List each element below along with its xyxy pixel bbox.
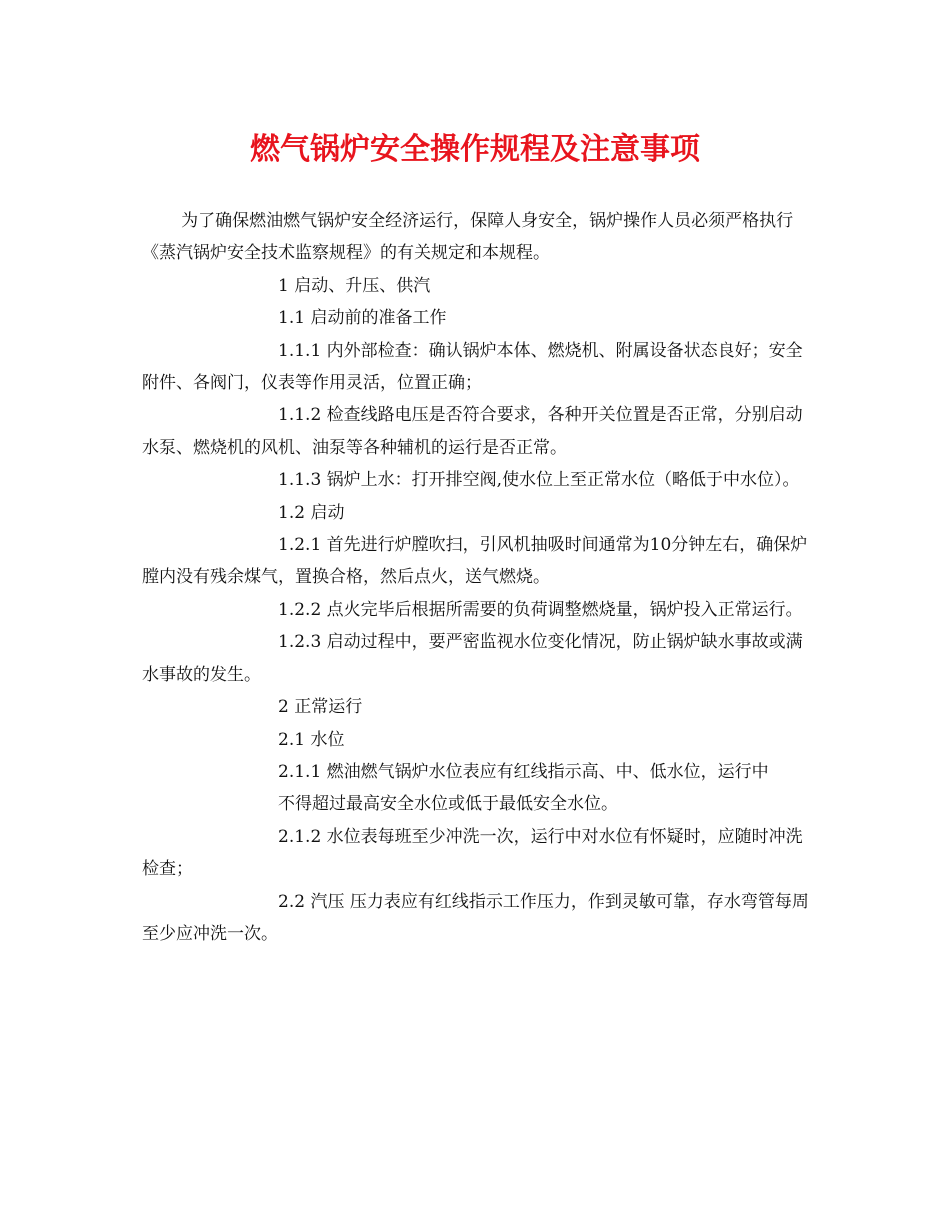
paragraph-intro: 为了确保燃油燃气锅炉安全经济运行，保障人身安全，锅炉操作人员必须严格执行《蒸汽锅炉安全技术监察规程》的有关规定和本规程。 — [142, 211, 794, 264]
section-heading-2: 2 正常运行 — [278, 697, 363, 718]
paragraph-1-1-2: 1.1.2 检查线路电压是否符合要求，各种开关位置是否正常，分别启动水泵、燃烧机的风机、油泵等各种辅机的运行是否正常。 — [142, 405, 803, 458]
document-body — [142, 205, 818, 950]
document-title: 燃气锅炉安全操作规程及注意事项 — [250, 132, 700, 167]
subsection-heading-2-1: 2.1 水位 — [278, 729, 345, 750]
paragraph-2-1-1: 2.1.1 燃油燃气锅炉水位表应有红线指示高、中、低水位，运行中 — [278, 761, 769, 782]
paragraph-1-2-1: 1.2.1 首先进行炉膛吹扫，引风机抽吸时间通常为10分钟左右，确保炉膛内没有残余煤气，置换合格，然后点火，送气燃烧。 — [142, 535, 808, 588]
subsection-heading-1-2: 1.2 启动 — [278, 502, 345, 523]
paragraph-1-1-1: 1.1.1 内外部检查：确认锅炉本体、燃烧机、附属设备状态良好；安全附件、各阀门，仪表等作用灵活，位置正确； — [142, 340, 803, 394]
paragraph-1-1-3: 1.1.3 锅炉上水：打开排空阀,使水位上至正常水位（略低于中水位）。 — [278, 470, 800, 491]
paragraph-2-2: 2.2 汽压 压力表应有红线指示工作压力，作到灵敏可靠，存水弯管每周至少应冲洗一次。 — [142, 891, 809, 944]
paragraph-2-1-2: 2.1.2 水位表每班至少冲洗一次，运行中对水位有怀疑时，应随时冲洗检查； — [142, 826, 803, 880]
paragraph-1-2-2: 1.2.2 点火完毕后根据所需要的负荷调整燃烧量，锅炉投入正常运行。 — [278, 599, 803, 620]
subsection-heading-1-1: 1.1 启动前的准备工作 — [278, 308, 447, 329]
paragraph-2-1-1-continued: 不得超过最高安全水位或低于最低安全水位。 — [278, 794, 618, 815]
paragraph-1-2-3: 1.2.3 启动过程中，要严密监视水位变化情况，防止锅炉缺水事故或满水事故的发生。 — [142, 632, 803, 685]
section-heading-1: 1 启动、升压、供汽 — [278, 275, 431, 296]
